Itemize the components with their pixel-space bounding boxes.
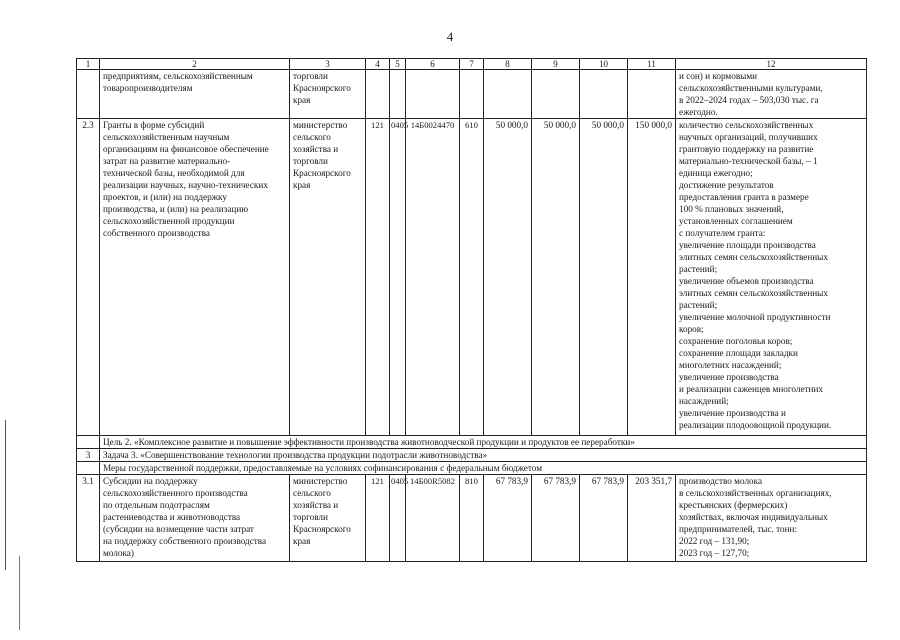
row-number [77,436,100,449]
section-code: 0405 [390,119,406,436]
table-row-3-1 [77,475,867,562]
section-code: 0405 [390,475,406,562]
measures-row [77,462,867,475]
executor: торговли Красноярского края [290,70,366,119]
code-cell [460,70,484,119]
table-row-continued [77,70,867,119]
header-cell: 6 [406,59,460,70]
header-cell: 12 [676,59,867,70]
header-cell: 3 [290,59,366,70]
expected-result: производство молока в сельскохозяйственных организациях, крестьянских (фермерских) хозяйствах, включая индивидуальных предпринимателей, тыс. тонн: 2022 год – 131,90; 2023 год – 127,70; [676,475,867,562]
task-text: Задача 3. «Совершенствование технологии производства продукции подотрасли животноводства» [100,449,867,462]
amount-total: 203 351,7 [628,475,676,562]
amount-year-2: 50 000,0 [532,119,580,436]
header-cell: 10 [580,59,628,70]
page-number: 4 [446,29,454,44]
expected-result: и сон) и кормовыми сельскохозяйственными культурами, в 2022–2024 годах – 503,030 тыс. га ежегодно. [676,70,867,119]
row-number [77,462,100,475]
goal-text: Цель 2. «Комплексное развитие и повышение эффективности производства животноводческой продукции и продуктов ее переработки» [100,436,867,449]
code-cell [366,70,390,119]
measure-name: предприятиям, сельскохозяйственным товаропроизводителям [100,70,290,119]
measure-name: Гранты в форме субсидий сельскохозяйственным научным организациям на финансовое обеспечение затрат на развитие материально- технической базы, необходимой для реализации научных, научно-технических проектов, и (или) на поддержку производства, и (или) на реализацию сельскохозяйственной продукции собственного производства [100,119,290,436]
program-table [76,58,867,562]
header-cell: 4 [366,59,390,70]
scan-margin-line [19,556,20,630]
row-number [77,70,100,119]
amount-year-3: 67 783,9 [580,475,628,562]
task-row [77,449,867,462]
header-cell: 8 [484,59,532,70]
executor: министерство сельского хозяйства и торговли Красноярского края [290,475,366,562]
row-number: 3 [77,449,100,462]
header-cell: 1 [77,59,100,70]
amount-cell [628,70,676,119]
expected-result: количество сельскохозяйственных научных организаций, получивших грантовую поддержку на развитие материально-технической базы, – 1 единица ежегодно; достижение результатов предоставления гранта в размере 100 % плановых значений, установленных соглашением с получателем гранта: увеличение площади производства элитных семян сельскохозяйственных растений; увеличение объемов производства элитных семян сельскохозяйственных растений; увеличение молочной продуктивности коров; сохранение поголовья коров; сохранение площади закладки многолетних насаждений; увеличение производства и реализации саженцев многолетних насаждений; увеличение производства и реализации плодоовощной продукции. [676,119,867,436]
header-cell: 2 [100,59,290,70]
amount-year-1: 50 000,0 [484,119,532,436]
amount-year-1: 67 783,9 [484,475,532,562]
target-item-code: 14Б0024470 [406,119,460,436]
code-cell [390,70,406,119]
header-cell: 7 [460,59,484,70]
expense-type-code: 610 [460,119,484,436]
measure-name: Субсидии на поддержку сельскохозяйственного производства по отдельным подотраслям растениеводства и животноводства (субсидии на возмещение части затрат на поддержку собственного производства молока) [100,475,290,562]
amount-year-2: 67 783,9 [532,475,580,562]
amount-cell [532,70,580,119]
grbs-code: 121 [366,119,390,436]
header-cell: 9 [532,59,580,70]
expense-type-code: 810 [460,475,484,562]
header-cell: 5 [390,59,406,70]
scan-margin-line [5,420,6,570]
amount-year-3: 50 000,0 [580,119,628,436]
goal-row [77,436,867,449]
executor: министерство сельского хозяйства и торговли Красноярского края [290,119,366,436]
measures-text: Меры государственной поддержки, предоставляемые на условиях софинансирования с федеральным бюджетом [100,462,867,475]
grbs-code: 121 [366,475,390,562]
amount-cell [484,70,532,119]
row-number: 2.3 [77,119,100,436]
table-row-2-3 [77,119,867,436]
target-item-code: 14Б00R5082 [406,475,460,562]
row-number: 3.1 [77,475,100,562]
code-cell [406,70,460,119]
amount-total: 150 000,0 [628,119,676,436]
header-row [77,59,867,70]
header-cell: 11 [628,59,676,70]
amount-cell [580,70,628,119]
